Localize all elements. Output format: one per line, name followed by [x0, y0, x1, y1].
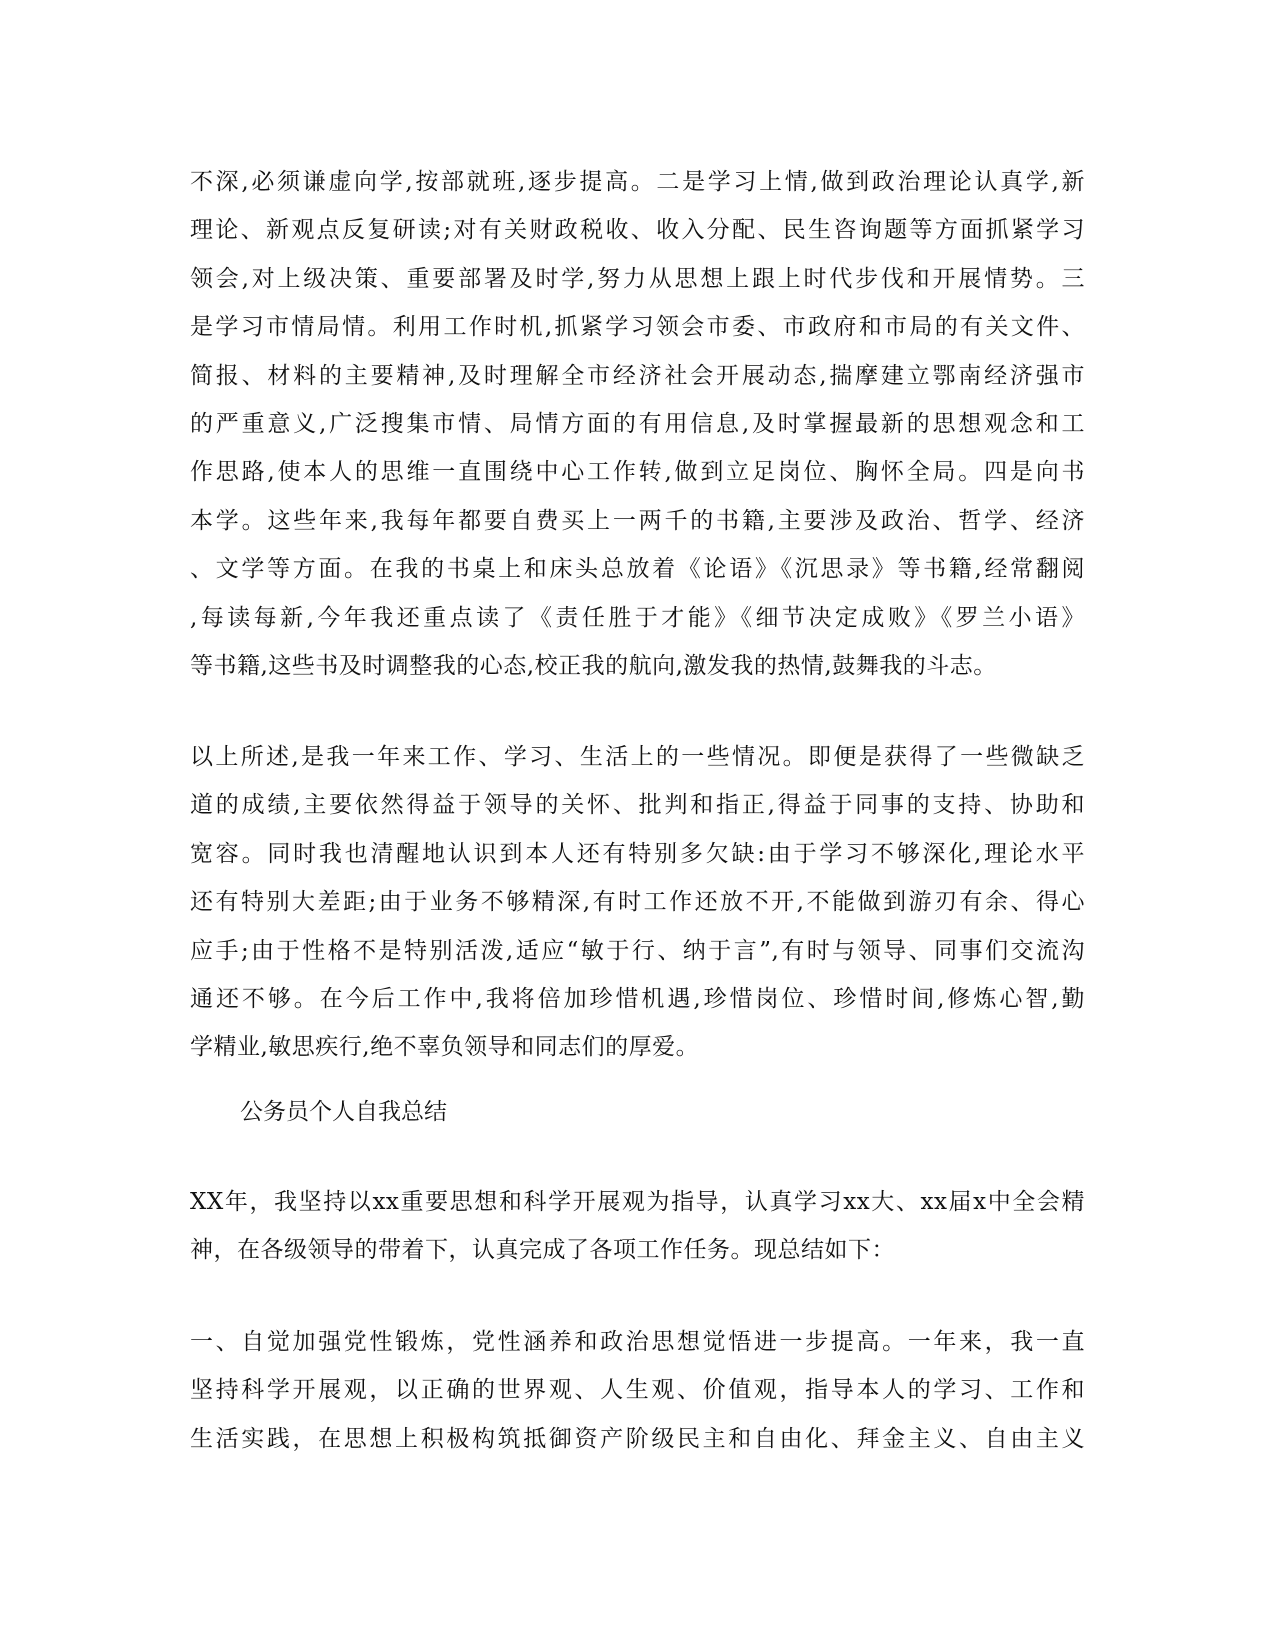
text-line: 通还不够。在今后工作中,我将倍加珍惜机遇,珍惜岗位、珍惜时间,修炼心智,勤 [190, 985, 1085, 1012]
text-line: 等书籍,这些书及时调整我的心态,校正我的航向,激发我的热情,鼓舞我的斗志。 [190, 652, 997, 679]
paragraph-party-spirit [190, 1318, 1085, 1463]
text-line: 宽容。同时我也清醒地认识到本人还有特别多欠缺:由于学习不够深化,理论水平 [190, 840, 1085, 867]
text-line: 的严重意义,广泛搜集市情、局情方面的有用信息,及时掌握最新的思想观念和工 [190, 410, 1085, 437]
text-line: 本学。这些年来,我每年都要自费买上一两千的书籍,主要涉及政治、哲学、经济 [190, 507, 1085, 534]
text-line: 领会,对上级决策、重要部署及时学,努力从思想上跟上时代步伐和开展情势。三 [190, 265, 1085, 292]
paragraph-summary-shortcomings [190, 733, 1085, 1072]
paragraph-study-methods [190, 158, 1085, 690]
text-line: 是学习市情局情。利用工作时机,抓紧学习领会市委、市政府和市局的有关文件、 [190, 314, 1085, 341]
text-line: 坚持科学开展观，以正确的世界观、人生观、价值观，指导本人的学习、工作和 [190, 1377, 1085, 1404]
text-line: 理论、新观点反复研读;对有关财政税收、收入分配、民生咨询题等方面抓紧学习 [190, 217, 1085, 244]
text-line: 、文学等方面。在我的书桌上和床头总放着《论语》《沉思录》等书籍,经常翻阅 [190, 556, 1085, 583]
text-line: 学精业,敏思疾行,绝不辜负领导和同志们的厚爱。 [190, 1034, 700, 1061]
text-line: 应手;由于性格不是特别活泼,适应“敏于行、纳于言”,有时与领导、同事们交流沟 [190, 937, 1085, 964]
text-line: XX年，我坚持以xx重要思想和科学开展观为指导，认真学习xx大、xx届x中全会精 [190, 1189, 1085, 1215]
text-line: 以上所述,是我一年来工作、学习、生活上的一些情况。即便是获得了一些微缺乏 [190, 744, 1085, 770]
text-line: 不深,必须谦虚向学,按部就班,逐步提高。二是学习上情,做到政治理论认真学,新 [190, 169, 1085, 195]
text-line: 作思路,使本人的思维一直围绕中心工作转,做到立足岗位、胸怀全局。四是向书 [190, 459, 1085, 486]
text-line: ,每读每新,今年我还重点读了《责任胜于才能》《细节决定成败》《罗兰小语》 [190, 604, 1085, 631]
text-line: 生活实践，在思想上积极构筑抵御资产阶级民主和自由化、拜金主义、自由主义 [190, 1425, 1085, 1452]
text-line: 神，在各级领导的带着下，认真完成了各项工作任务。现总结如下： [190, 1237, 895, 1264]
paragraph-intro [190, 1178, 1085, 1275]
text-line: 简报、材料的主要精神,及时理解全市经济社会开展动态,揣摩建立鄂南经济强市 [190, 362, 1085, 389]
section-heading: 公务员个人自我总结 [240, 1099, 447, 1125]
text-line: 一、自觉加强党性锻炼，党性涵养和政治思想觉悟进一步提高。一年来，我一直 [190, 1329, 1085, 1355]
text-line: 还有特别大差距;由于业务不够精深,有时工作还放不开,不能做到游刃有余、得心 [190, 889, 1085, 916]
text-line: 道的成绩,主要依然得益于领导的关怀、批判和指正,得益于同事的支持、协助和 [190, 792, 1085, 819]
